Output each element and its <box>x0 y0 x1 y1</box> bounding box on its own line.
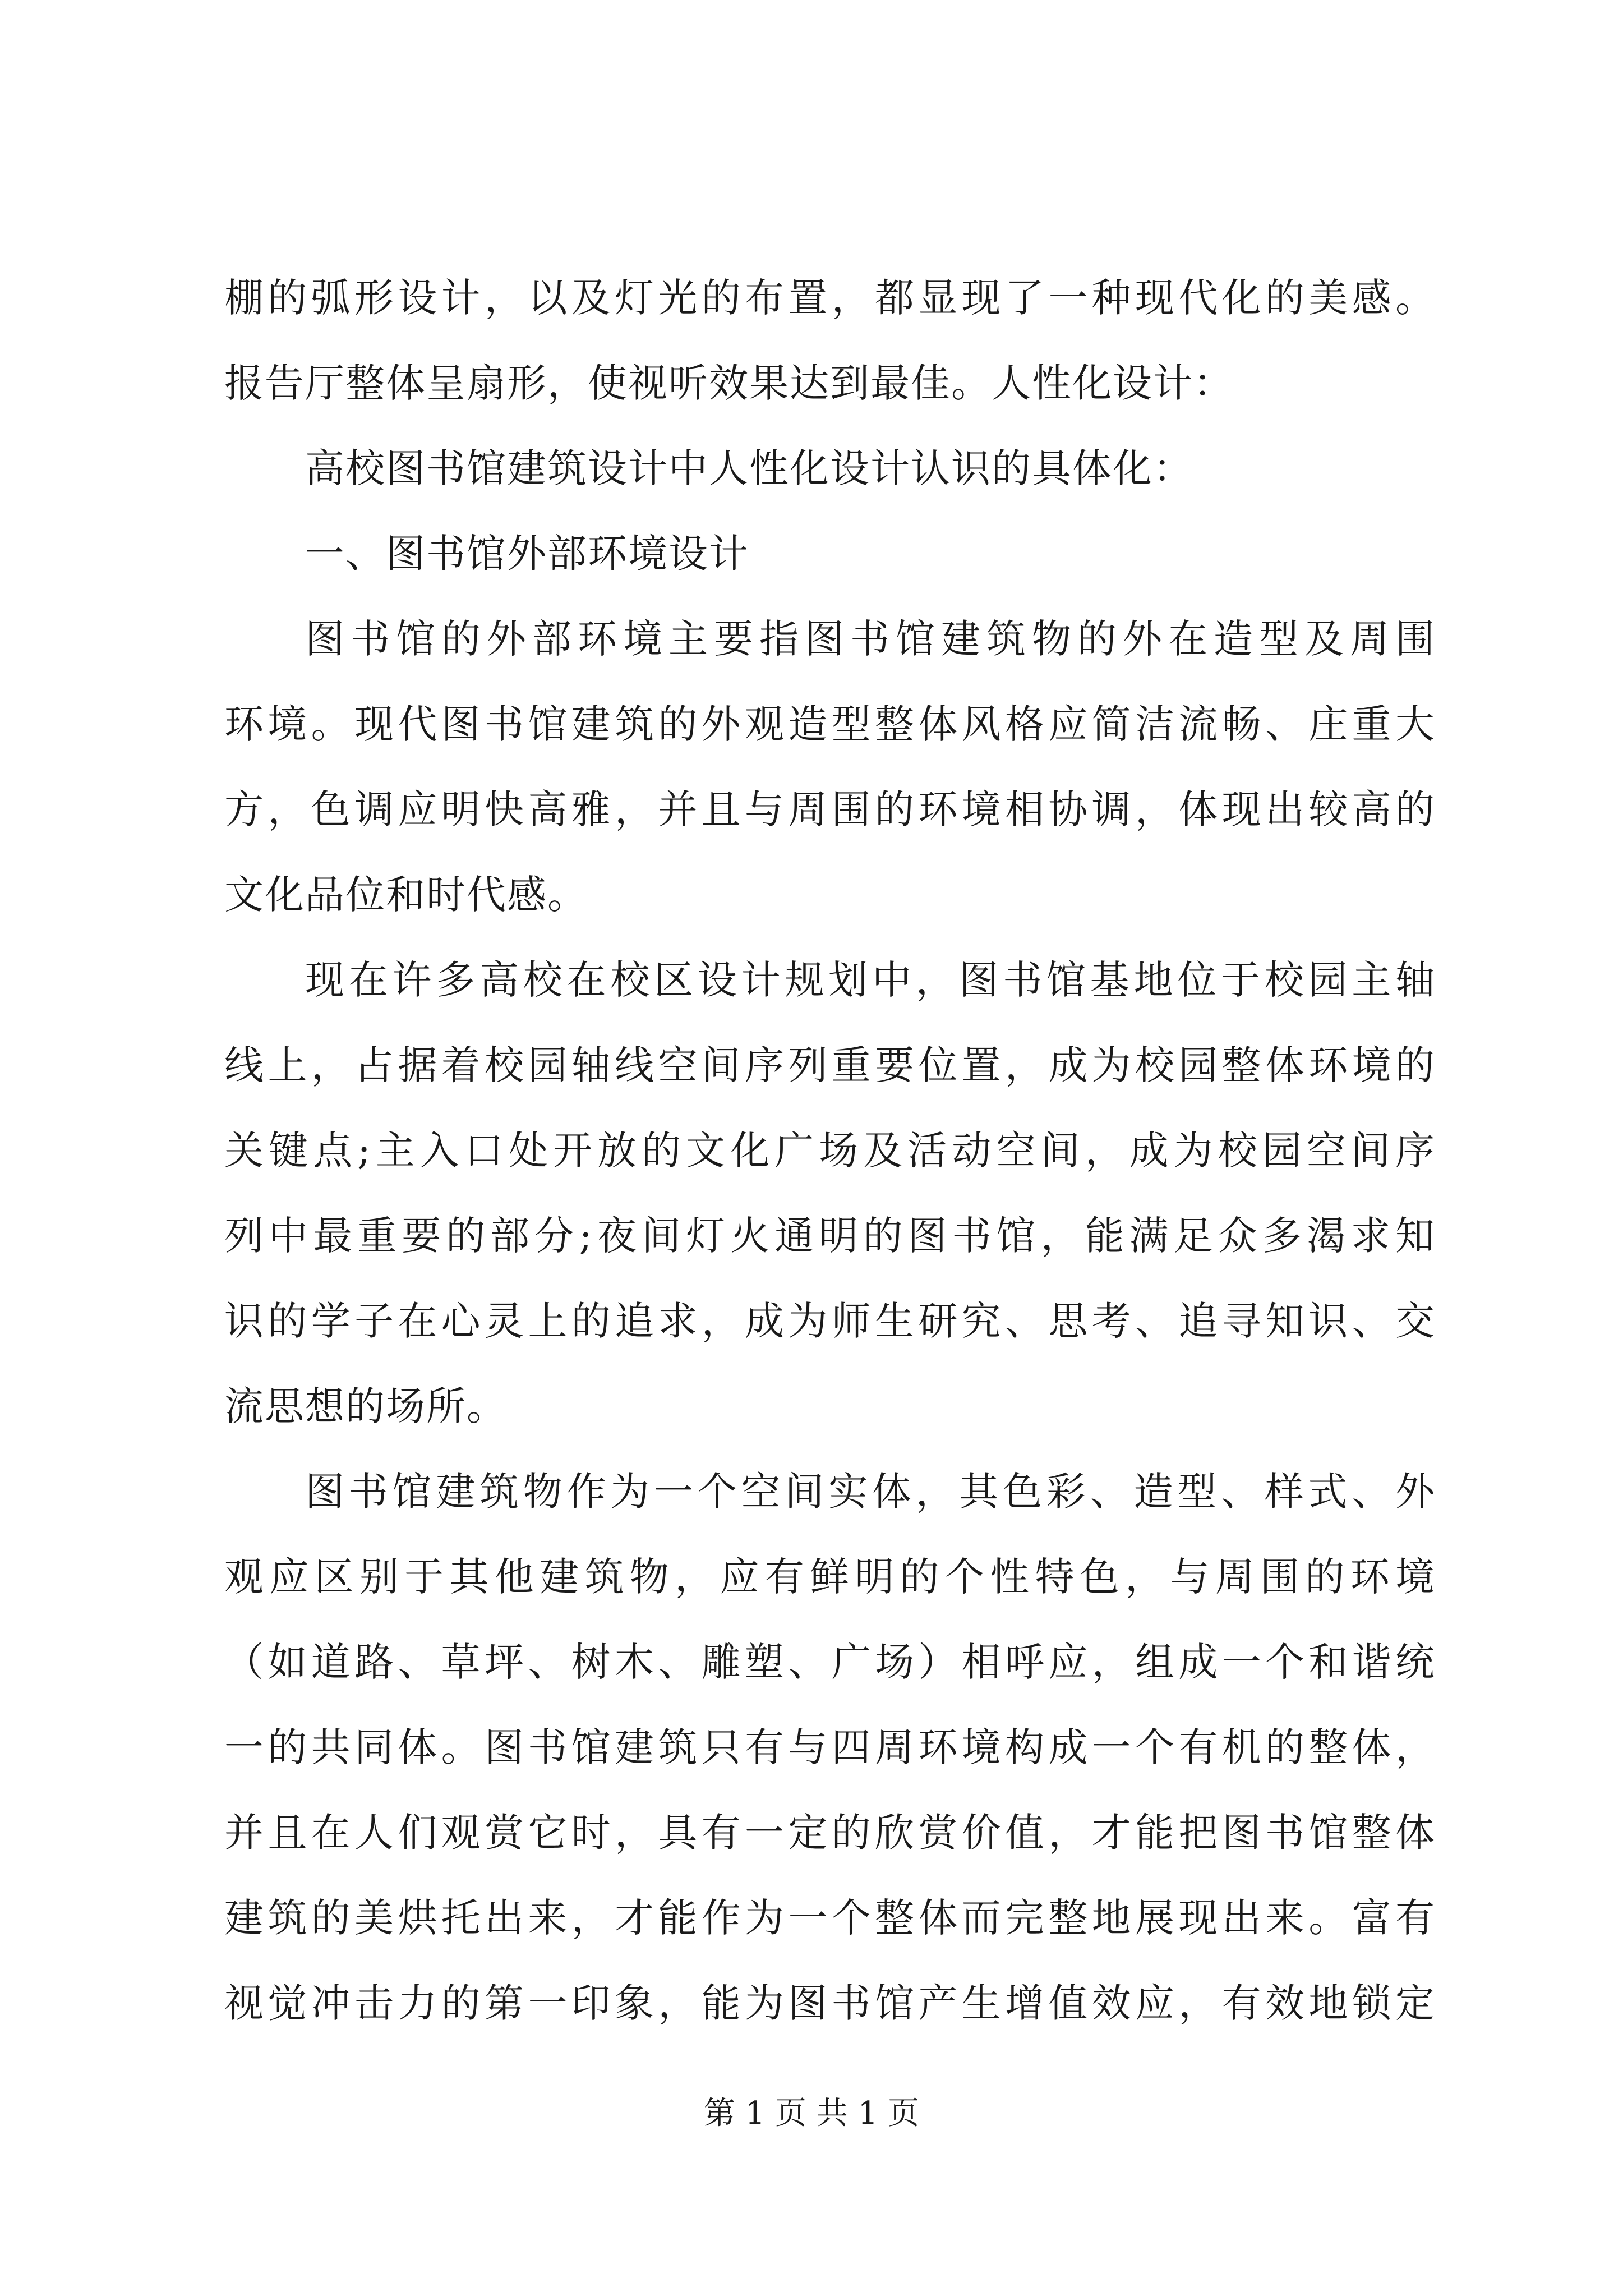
text-line: 线上，占据着校园轴线空间序列重要位置，成为校园整体环境的 <box>224 1042 1436 1088</box>
text-line: 环境。现代图书馆建筑的外观造型整体风格应简洁流畅、庄重大 <box>224 701 1436 747</box>
body-text <box>224 255 1436 2046</box>
text-line: 流思想的场所。 <box>224 1383 507 1429</box>
text-line: 方，色调应明快高雅，并且与周围的环境相协调，体现出较高的 <box>224 786 1436 832</box>
text-line: 观应区别于其他建筑物，应有鲜明的个性特色，与周围的环境 <box>224 1554 1436 1600</box>
text-line: 现在许多高校在校区设计规划中，图书馆基地位于校园主轴 <box>305 957 1436 1003</box>
text-line: 文化品位和时代感。 <box>224 872 588 918</box>
text-line: 列中最重要的部分;夜间灯火通明的图书馆，能满足众多渴求知 <box>224 1213 1436 1259</box>
text-line: （如道路、草坪、树木、雕塑、广场）相呼应，组成一个和谐统 <box>224 1639 1436 1685</box>
text-line: 高校图书馆建筑设计中人性化设计认识的具体化： <box>305 445 1193 491</box>
text-line: 识的学子在心灵上的追求，成为师生研究、思考、追寻知识、交 <box>224 1298 1436 1344</box>
text-line: 图书馆建筑物作为一个空间实体，其色彩、造型、样式、外 <box>305 1469 1436 1515</box>
text-line: 关键点;主入口处开放的文化广场及活动空间，成为校园空间序 <box>224 1128 1436 1174</box>
text-line: 一、图书馆外部环境设计 <box>305 531 749 577</box>
text-line: 视觉冲击力的第一印象，能为图书馆产生增值效应，有效地锁定 <box>224 1980 1436 2026</box>
text-line: 报告厅整体呈扇形，使视听效果达到最佳。人性化设计： <box>224 360 1234 406</box>
text-line: 建筑的美烘托出来，才能作为一个整体而完整地展现出来。富有 <box>224 1895 1436 1941</box>
text-line: 图书馆的外部环境主要指图书馆建筑物的外在造型及周围 <box>305 616 1436 662</box>
page-footer: 第 1 页 共 1 页 <box>703 2095 920 2132</box>
text-line: 一的共同体。图书馆建筑只有与四周环境构成一个有机的整体， <box>224 1724 1436 1770</box>
text-line: 并且在人们观赏它时，具有一定的欣赏价值，才能把图书馆整体 <box>224 1810 1436 1856</box>
text-line: 棚的弧形设计，以及灯光的布置，都显现了一种现代化的美感。 <box>224 275 1436 321</box>
